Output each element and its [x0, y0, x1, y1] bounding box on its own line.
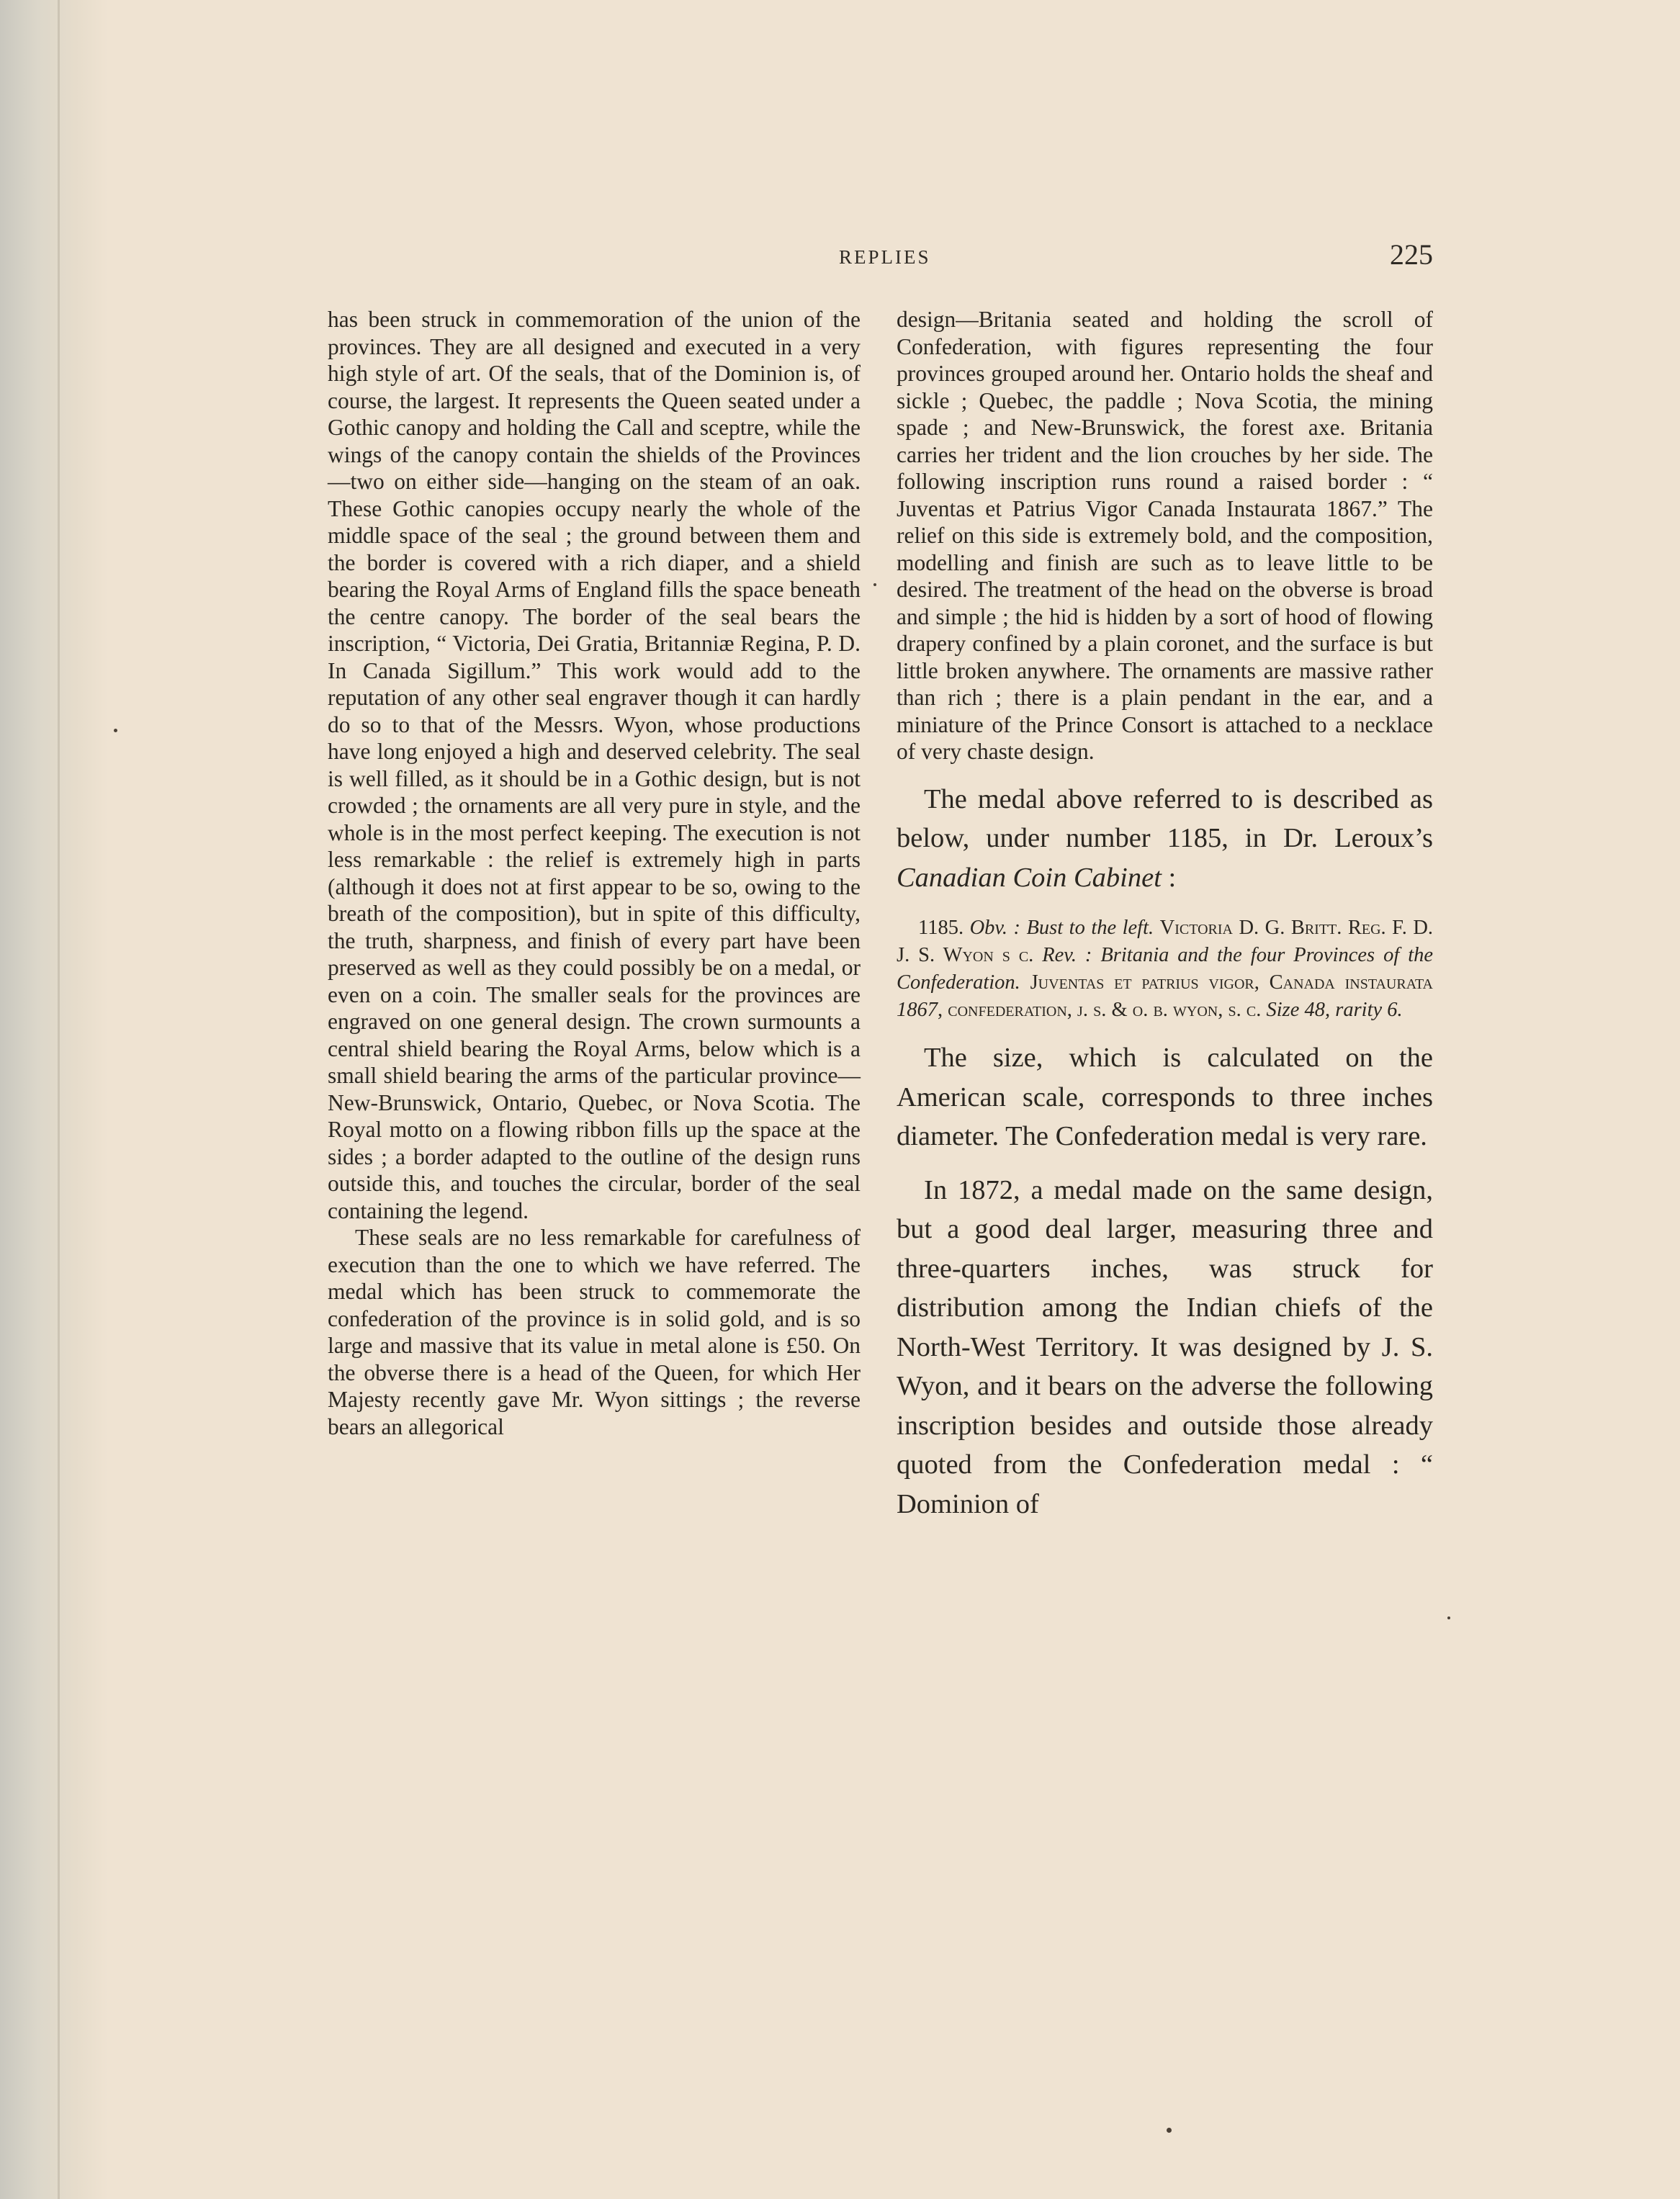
reverse-label: Rev. :	[1042, 944, 1092, 966]
right-paragraph-4: In 1872, a medal made on the same design, but a good deal larger, measuring three and three-quarters inches, was struck for distribution among the Indian chiefs of the North-West Territory. It was designed by J. S. Wyon, and it bears on the adverse the following inscription besides and outside those already quoted from the Confederation medal : “ Dominion of	[897, 1174, 1433, 1519]
left-paragraph-1: has been struck in commemoration of the union of the provinces. They are all designed and executed in a very high style of art. Of the seals, that of the Dominion is, of course, the largest. It represents the Queen seated under a Gothic canopy and holding the Call and sceptre, while the wings of the canopy contain the shields of the Provinces—two on either side—hanging on the steam of an oak. These Gothic canopies occupy nearly the whole of the middle space of the seal ; the ground between them and the border is covered with a rich diaper, and a shield bearing the Royal Arms of England fills the space beneath the centre canopy. The border of the seal bears the inscription, “ Victoria, Dei Gratia, Britanniæ Regina, P. D. In Canada Sigillum.” This work would add to the reputation of any other seal engraver though it can hardly do so to that of the Messrs. Wyon, whose productions have long enjoyed a high and deserved celebrity. The seal is well filled, as it should be in a Gothic design, but is not crowded ; the ornaments are all very pure in style, and the whole is in the most perfect keeping. The execution is not less remarkable : the relief is extremely high in parts (although it does not at first appear to be so, owing to the breath of the composition), but in spite of this difficulty, the truth, sharpness, and finish of every part have been preserved as well as they could possibly be on a medal, or even on a coin. The smaller seals for the provinces are engraved on one general design. The crown surmounts a central shield bearing the Royal Arms, below which is a small shield bearing the arms of the particular province—New-Brunswick, Ontario, Quebec, or Nova Scotia. The Royal motto on a flowing ribbon fills up the space at the sides ; a border adapted to the outline of the design runs outside this, and touches the circular, border of the seal containing the legend.	[328, 307, 861, 1223]
page-number: 225	[1390, 238, 1433, 271]
paper-speck	[1167, 2128, 1172, 2133]
right-paragraph-3: The size, which is calculated on the American scale, corresponds to three inches diameter. The Confederation medal is very rare.	[897, 1043, 1433, 1151]
paper-speck	[114, 729, 117, 732]
reverse-description: Britania and the four Provinces of the Confederation.	[897, 944, 1434, 994]
obverse-description: Bust to the left.	[1026, 917, 1154, 939]
book-title: Canadian Coin Cabinet	[897, 862, 1162, 893]
obverse-legend: Victoria D. G. Britt. Reg. F. D. J. S. Wyon s c.	[897, 917, 1434, 966]
right-paragraph-1: design—Britania seated and holding the scroll of Confederation, with figures representing the four provinces grouped around her. Ontario holds the sheaf and sickle ; Quebec, the paddle ; Nova Scotia, the mining spade ; and New-Brunswick, the forest axe. Britania carries her trident and the lion crouches by her side. The following inscription runs round a raised border : “ Juventas et Patrius Vigor Canada Instaurata 1867.” The relief on this side is extremely bold, and the composition, modelling and finish are such as to leave little to be desired. The treatment of the head on the obverse is broad and simple ; the hid is hidden by a sort of hood of flowing drapery confined by a plain coronet, and the surface is but little broken anywhere. The ornaments are massive rather than rich ; there is a plain pendant in the ear, and a miniature of the Prince Consort is attached to a necklace of very chaste design.	[897, 307, 1433, 764]
catalog-number: 1185.	[918, 917, 964, 939]
reverse-legend-2: , confederation, j. s. & o. b. wyon, s. c.	[938, 999, 1262, 1021]
paper-speck	[1447, 1616, 1450, 1619]
page-gutter-shadow	[0, 0, 108, 2199]
catalog-entry	[897, 914, 1433, 1024]
reverse-year: 1867	[897, 999, 938, 1021]
right-paragraph-2	[897, 780, 1433, 898]
running-head: REPLIES	[839, 246, 931, 268]
reverse-legend-1: Juventas et patrius vigor, Canada instaurata	[1030, 971, 1434, 994]
left-paragraph-2: These seals are no less remarkable for carefulness of execution than the one to which we have referred. The medal which has been struck to commemorate the confederation of the province is in solid gold, and is so large and massive that its value in metal alone is £50. On the obverse there is a head of the Queen, for which Her Majesty recently gave Mr. Wyon sittings ; the reverse bears an allegorical	[328, 1225, 861, 1439]
medal-reference-text: The medal above referred to is described as below, under number 1185, in Dr. Leroux’s	[897, 783, 1433, 853]
paper-speck	[873, 583, 876, 586]
right-column	[897, 306, 1433, 1524]
obverse-label: Obv. :	[969, 917, 1021, 939]
catalog-size: Size 48, rarity 6.	[1266, 999, 1403, 1021]
medal-reference-end: :	[1161, 862, 1177, 893]
left-column	[328, 306, 861, 1440]
facing-page-edge	[58, 0, 60, 2199]
